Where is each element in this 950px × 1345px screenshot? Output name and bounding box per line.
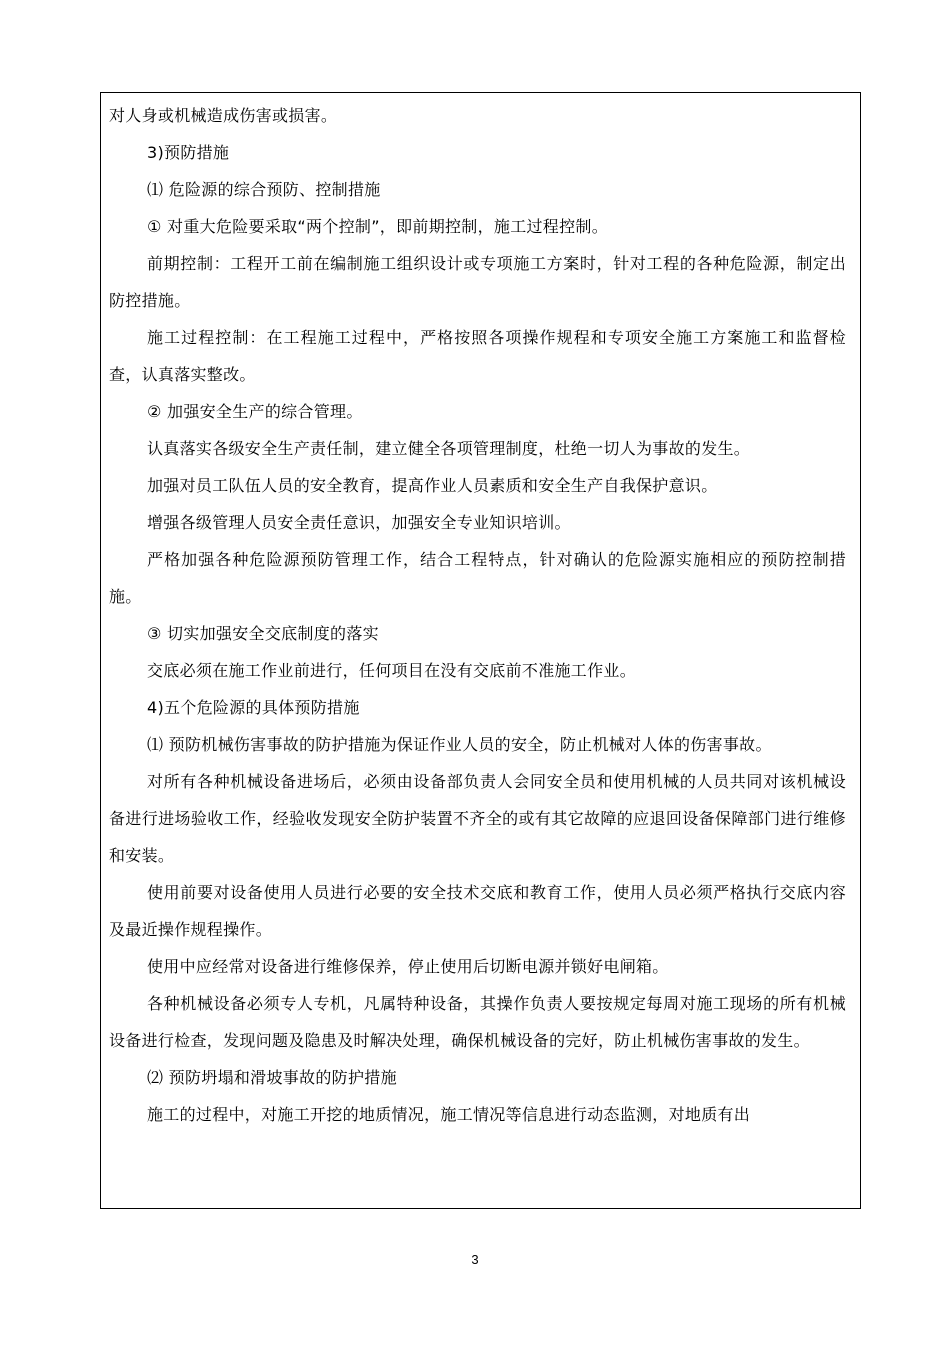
paragraph: ⑵ 预防坍塌和滑坡事故的防护措施 [147,1068,397,1087]
paragraph: 施工的过程中，对施工开挖的地质情况，施工情况等信息进行动态监测，对地质有出 [147,1105,751,1124]
document-frame [100,92,861,1209]
page-number: 3 [471,1252,479,1267]
paragraph: 认真落实各级安全生产责任制，建立健全各项管理制度，杜绝一切人为事故的发生。 [147,439,751,458]
paragraph: 前期控制：工程开工前在编制施工组织设计或专项施工方案时，针对工程的各种危险源，制定出防控措施。 [109,254,846,310]
paragraph: 施工过程控制：在工程施工过程中，严格按照各项操作规程和专项安全施工方案施工和监督检查，认真落实整改。 [109,328,846,384]
paragraph: ③ 切实加强安全交底制度的落实 [147,624,379,643]
paragraph: 各种机械设备必须专人专机，凡属特种设备，其操作负责人要按规定每周对施工现场的所有机械设备进行检查，发现问题及隐患及时解决处理，确保机械设备的完好，防止机械伤害事故的发生。 [109,994,846,1050]
paragraph: 对人身或机械造成伤害或损害。 [109,106,338,125]
paragraph: ⑴ 危险源的综合预防、控制措施 [147,180,381,199]
paragraph: 加强对员工队伍人员的安全教育，提高作业人员素质和安全生产自我保护意识。 [147,476,718,495]
paragraph: ② 加强安全生产的综合管理。 [147,402,363,421]
paragraph: 增强各级管理人员安全责任意识，加强安全专业知识培训。 [147,513,571,532]
paragraph: 4)五个危险源的具体预防措施 [147,698,360,717]
paragraph: ⑴ 预防机械伤害事故的防护措施为保证作业人员的安全，防止机械对人体的伤害事故。 [147,735,772,754]
paragraph: 使用中应经常对设备进行维修保养，停止使用后切断电源并锁好电闸箱。 [147,957,669,976]
paragraph: ① 对重大危险要采取“两个控制”，即前期控制，施工过程控制。 [147,217,609,236]
paragraph: 3)预防措施 [147,143,230,162]
paragraph: 严格加强各种危险源预防管理工作，结合工程特点，针对确认的危险源实施相应的预防控制措施。 [109,550,846,606]
document-content [109,97,846,1133]
paragraph: 使用前要对设备使用人员进行必要的安全技术交底和教育工作，使用人员必须严格执行交底内容及最近操作规程操作。 [109,883,846,939]
paragraph: 对所有各种机械设备进场后，必须由设备部负责人会同安全员和使用机械的人员共同对该机械设备进行进场验收工作，经验收发现安全防护装置不齐全的或有其它故障的应退回设备保障部门进行维修和安装。 [109,772,846,865]
paragraph: 交底必须在施工作业前进行，任何项目在没有交底前不准施工作业。 [147,661,637,680]
